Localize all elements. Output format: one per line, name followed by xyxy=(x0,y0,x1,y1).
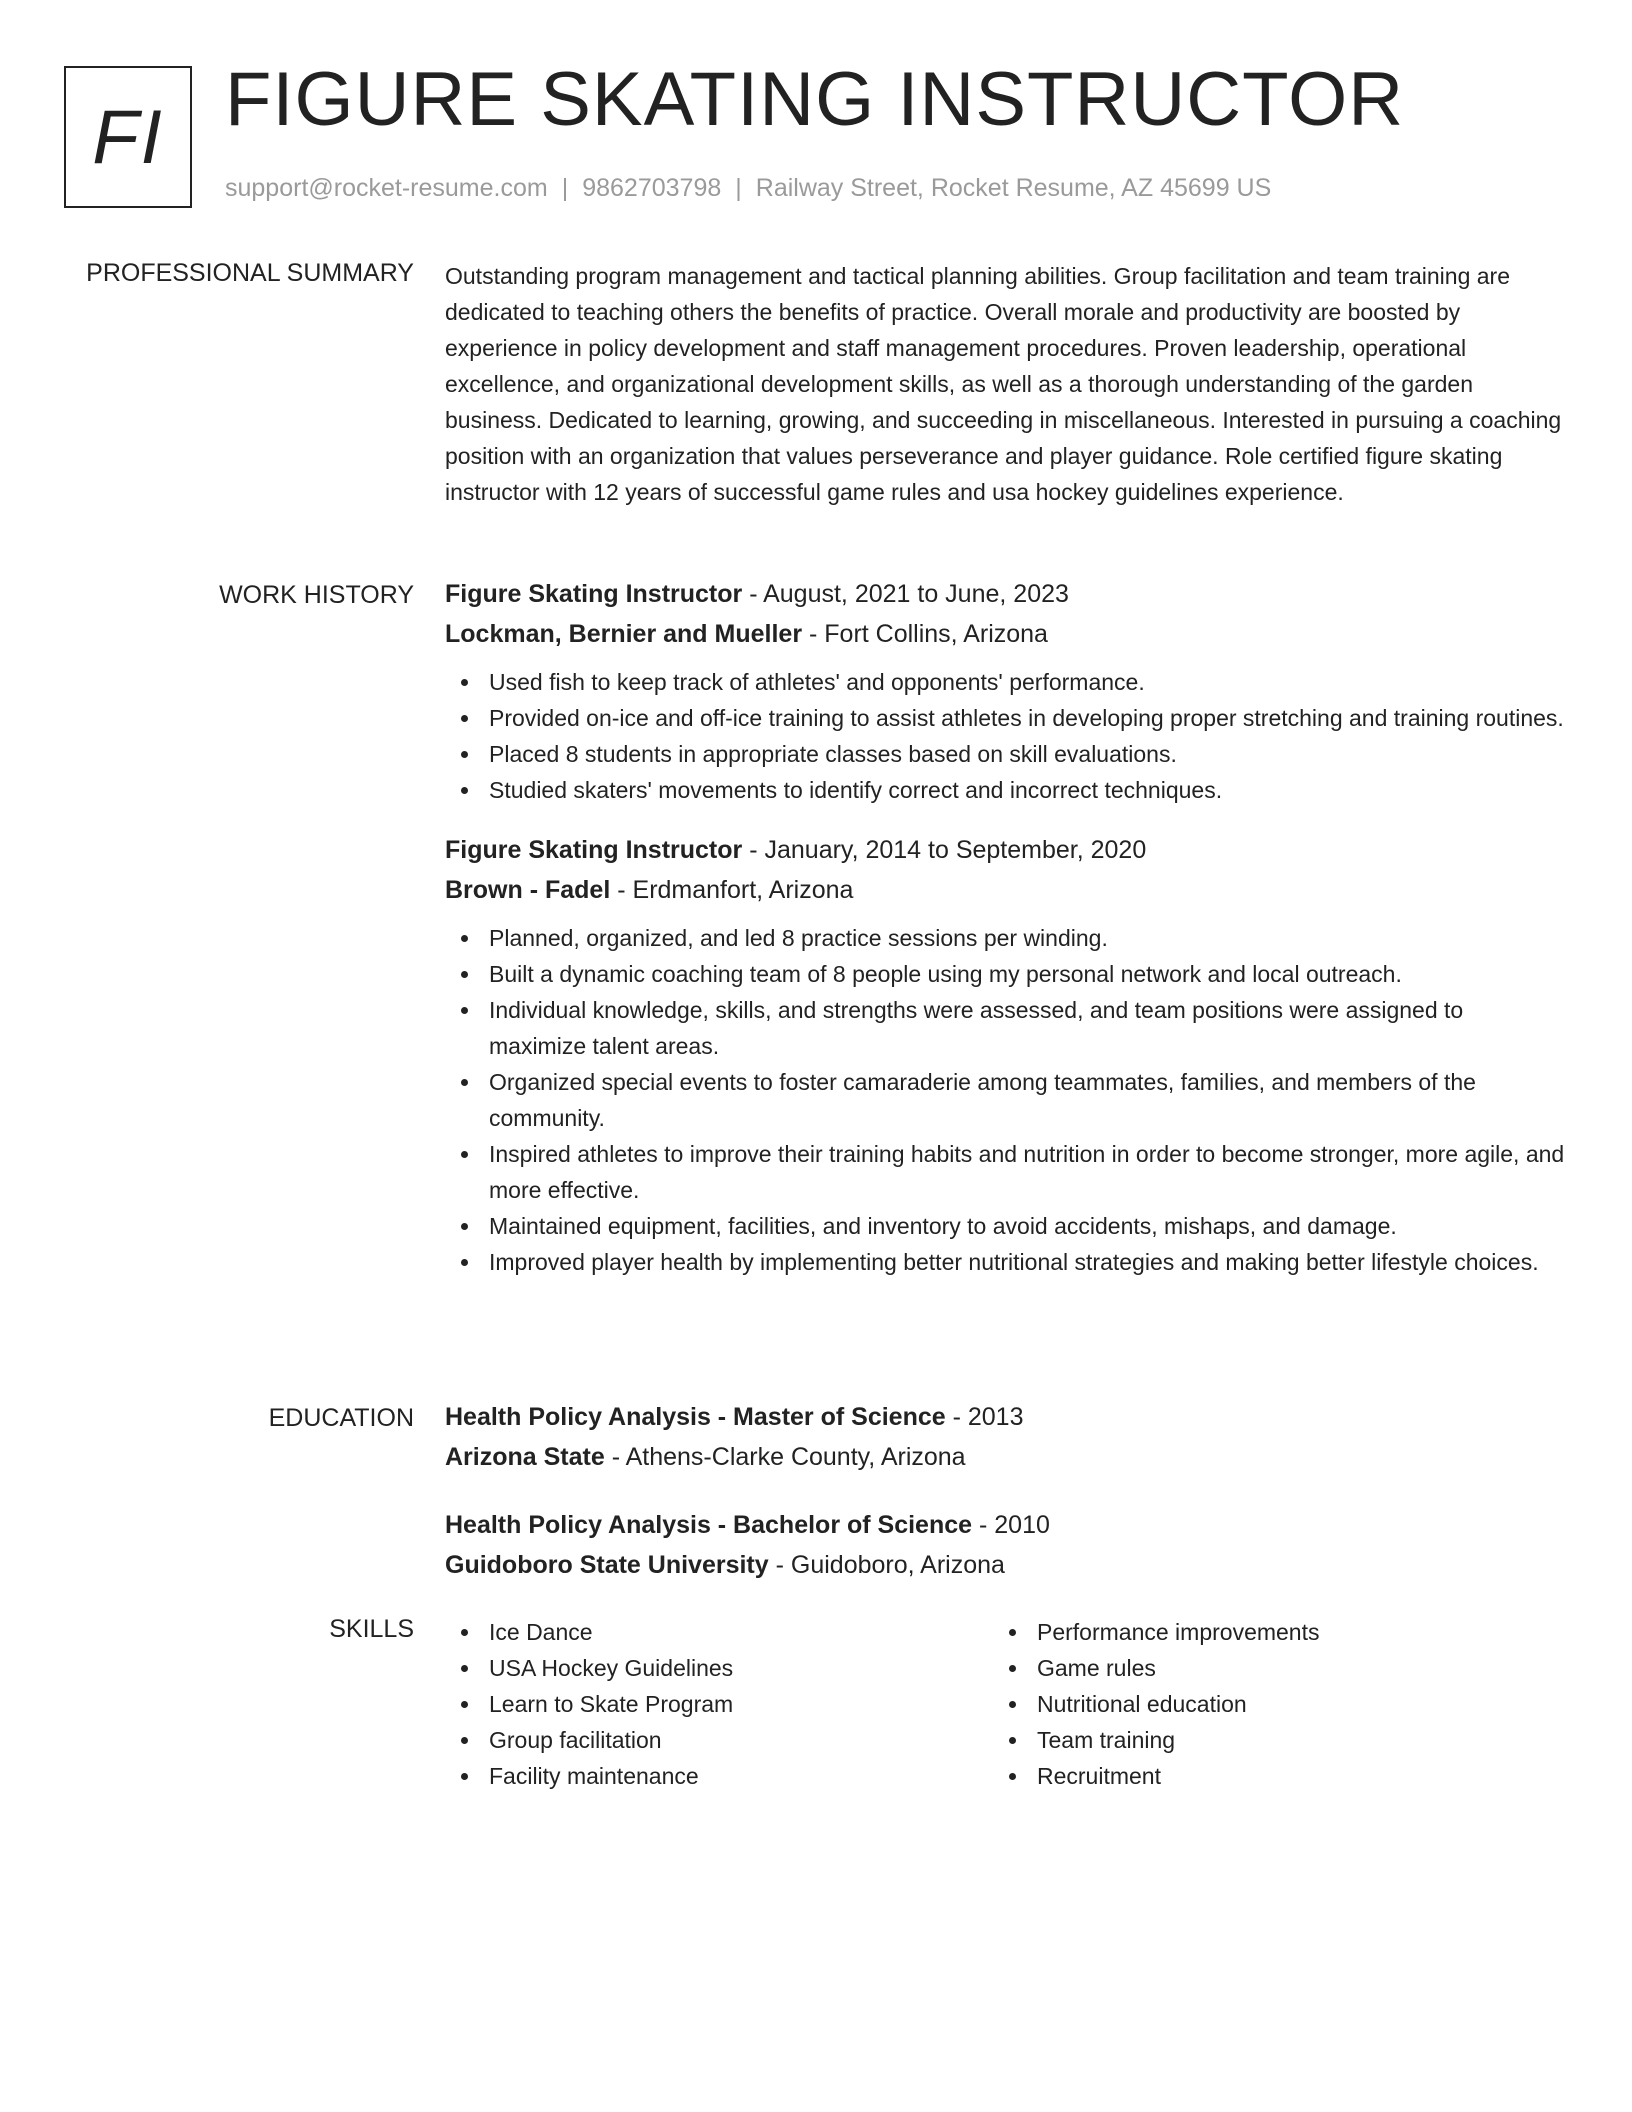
education-entry xyxy=(445,1397,1565,1477)
list-item: Provided on-ice and off-ice training to assist athletes in developing proper stretching and training routines. xyxy=(445,700,1565,736)
contact-phone: 9862703798 xyxy=(582,174,722,202)
list-item: Built a dynamic coaching team of 8 people using my personal network and local outreach. xyxy=(445,956,1565,992)
school-line xyxy=(445,1545,1565,1585)
summary-text: Outstanding program management and tactical planning abilities. Group facilitation and team training are dedicated to teaching others the benefits of practice. Overall morale and productivity are boosted by experience in policy development and staff management procedures. Proven leadership, operational excellence, and organizational development skills, as well as a thorough understanding of the garden business. Dedicated to learning, growing, and succeeding in miscellaneous. Interested in pursuing a coaching position with an organization that values perseverance and player guidance. Role certified figure skating instructor with 12 years of successful game rules and usa hockey guidelines experience. xyxy=(445,263,1562,505)
job-title: Figure Skating Instructor xyxy=(445,580,743,608)
degree-line xyxy=(445,1397,1565,1437)
job-company: Lockman, Bernier and Mueller xyxy=(445,620,803,648)
page-title: FIGURE SKATING INSTRUCTOR xyxy=(225,57,1405,142)
section-heading: PROFESSIONAL SUMMARY xyxy=(86,259,414,287)
school-line xyxy=(445,1437,1565,1477)
education-entry xyxy=(445,1505,1565,1585)
list-item: Organized special events to foster camaraderie among teammates, families, and members of the community. xyxy=(445,1064,1565,1136)
job-entry xyxy=(445,574,1565,808)
job-company-line xyxy=(445,614,1565,654)
skill-item: Nutritional education xyxy=(993,1686,1541,1722)
list-item: Placed 8 students in appropriate classes based on skill evaluations. xyxy=(445,736,1565,772)
monogram-text: FI xyxy=(92,94,164,180)
list-item: Inspired athletes to improve their training habits and nutrition in order to become stronger, more agile, and more effective. xyxy=(445,1136,1565,1208)
skills-list xyxy=(445,1614,993,1794)
skills-column-right xyxy=(993,1614,1541,1794)
summary-body xyxy=(445,258,1565,510)
degree-name: Health Policy Analysis - Master of Science xyxy=(445,1403,946,1431)
skill-item: Performance improvements xyxy=(993,1614,1541,1650)
school-location: - Guidoboro, Arizona xyxy=(768,1551,1005,1579)
degree-name: Health Policy Analysis - Bachelor of Science xyxy=(445,1511,973,1539)
job-company: Brown - Fadel xyxy=(445,876,611,904)
contact-separator: | xyxy=(561,174,569,202)
job-title-line xyxy=(445,574,1565,614)
contact-separator: | xyxy=(735,174,742,202)
skill-item: Facility maintenance xyxy=(445,1758,993,1794)
work-history-body xyxy=(445,574,1565,1280)
list-item: Maintained equipment, facilities, and inventory to avoid accidents, mishaps, and damage. xyxy=(445,1208,1565,1244)
job-entry xyxy=(445,830,1565,1280)
degree-line xyxy=(445,1505,1565,1545)
list-item: Individual knowledge, skills, and strengths were assessed, and team positions were assigned to maximize talent areas. xyxy=(445,992,1565,1064)
job-location: - Erdmanfort, Arizona xyxy=(610,876,854,904)
skill-item: Recruitment xyxy=(993,1758,1541,1794)
job-title: Figure Skating Instructor xyxy=(445,836,743,864)
skills-column-left xyxy=(445,1614,993,1794)
list-item: Used fish to keep track of athletes' and opponents' performance. xyxy=(445,664,1565,700)
section-heading: WORK HISTORY xyxy=(219,581,414,609)
job-location: - Fort Collins, Arizona xyxy=(802,620,1048,648)
school-name: Guidoboro State University xyxy=(445,1551,769,1579)
school-location: - Athens-Clarke County, Arizona xyxy=(604,1443,966,1471)
skill-item: Game rules xyxy=(993,1650,1541,1686)
job-dates: - August, 2021 to June, 2023 xyxy=(742,580,1069,608)
school-name: Arizona State xyxy=(445,1443,605,1471)
job-title-line xyxy=(445,830,1565,870)
skills-columns xyxy=(445,1614,1565,1794)
degree-year: - 2013 xyxy=(945,1403,1024,1431)
job-bullets xyxy=(445,920,1565,1280)
skill-item: Ice Dance xyxy=(445,1614,993,1650)
contact-line xyxy=(225,174,1271,203)
contact-address: Railway Street, Rocket Resume, AZ 45699 US xyxy=(755,174,1272,202)
skills-list xyxy=(993,1614,1541,1794)
skill-item: Team training xyxy=(993,1722,1541,1758)
skills-body xyxy=(445,1614,1565,1794)
job-dates: - January, 2014 to September, 2020 xyxy=(742,836,1147,864)
contact-email: support@rocket-resume.com xyxy=(225,174,548,202)
list-item: Planned, organized, and led 8 practice sessions per winding. xyxy=(445,920,1565,956)
skill-item: Group facilitation xyxy=(445,1722,993,1758)
section-heading: SKILLS xyxy=(329,1615,414,1643)
degree-year: - 2010 xyxy=(972,1511,1050,1539)
education-body xyxy=(445,1397,1565,1585)
section-heading: EDUCATION xyxy=(268,1404,414,1432)
skill-item: Learn to Skate Program xyxy=(445,1686,993,1722)
job-bullets xyxy=(445,664,1565,808)
job-company-line xyxy=(445,870,1565,910)
list-item: Studied skaters' movements to identify correct and incorrect techniques. xyxy=(445,772,1565,808)
skill-item: USA Hockey Guidelines xyxy=(445,1650,993,1686)
list-item: Improved player health by implementing better nutritional strategies and making better lifestyle choices. xyxy=(445,1244,1565,1280)
monogram-badge xyxy=(64,66,192,208)
